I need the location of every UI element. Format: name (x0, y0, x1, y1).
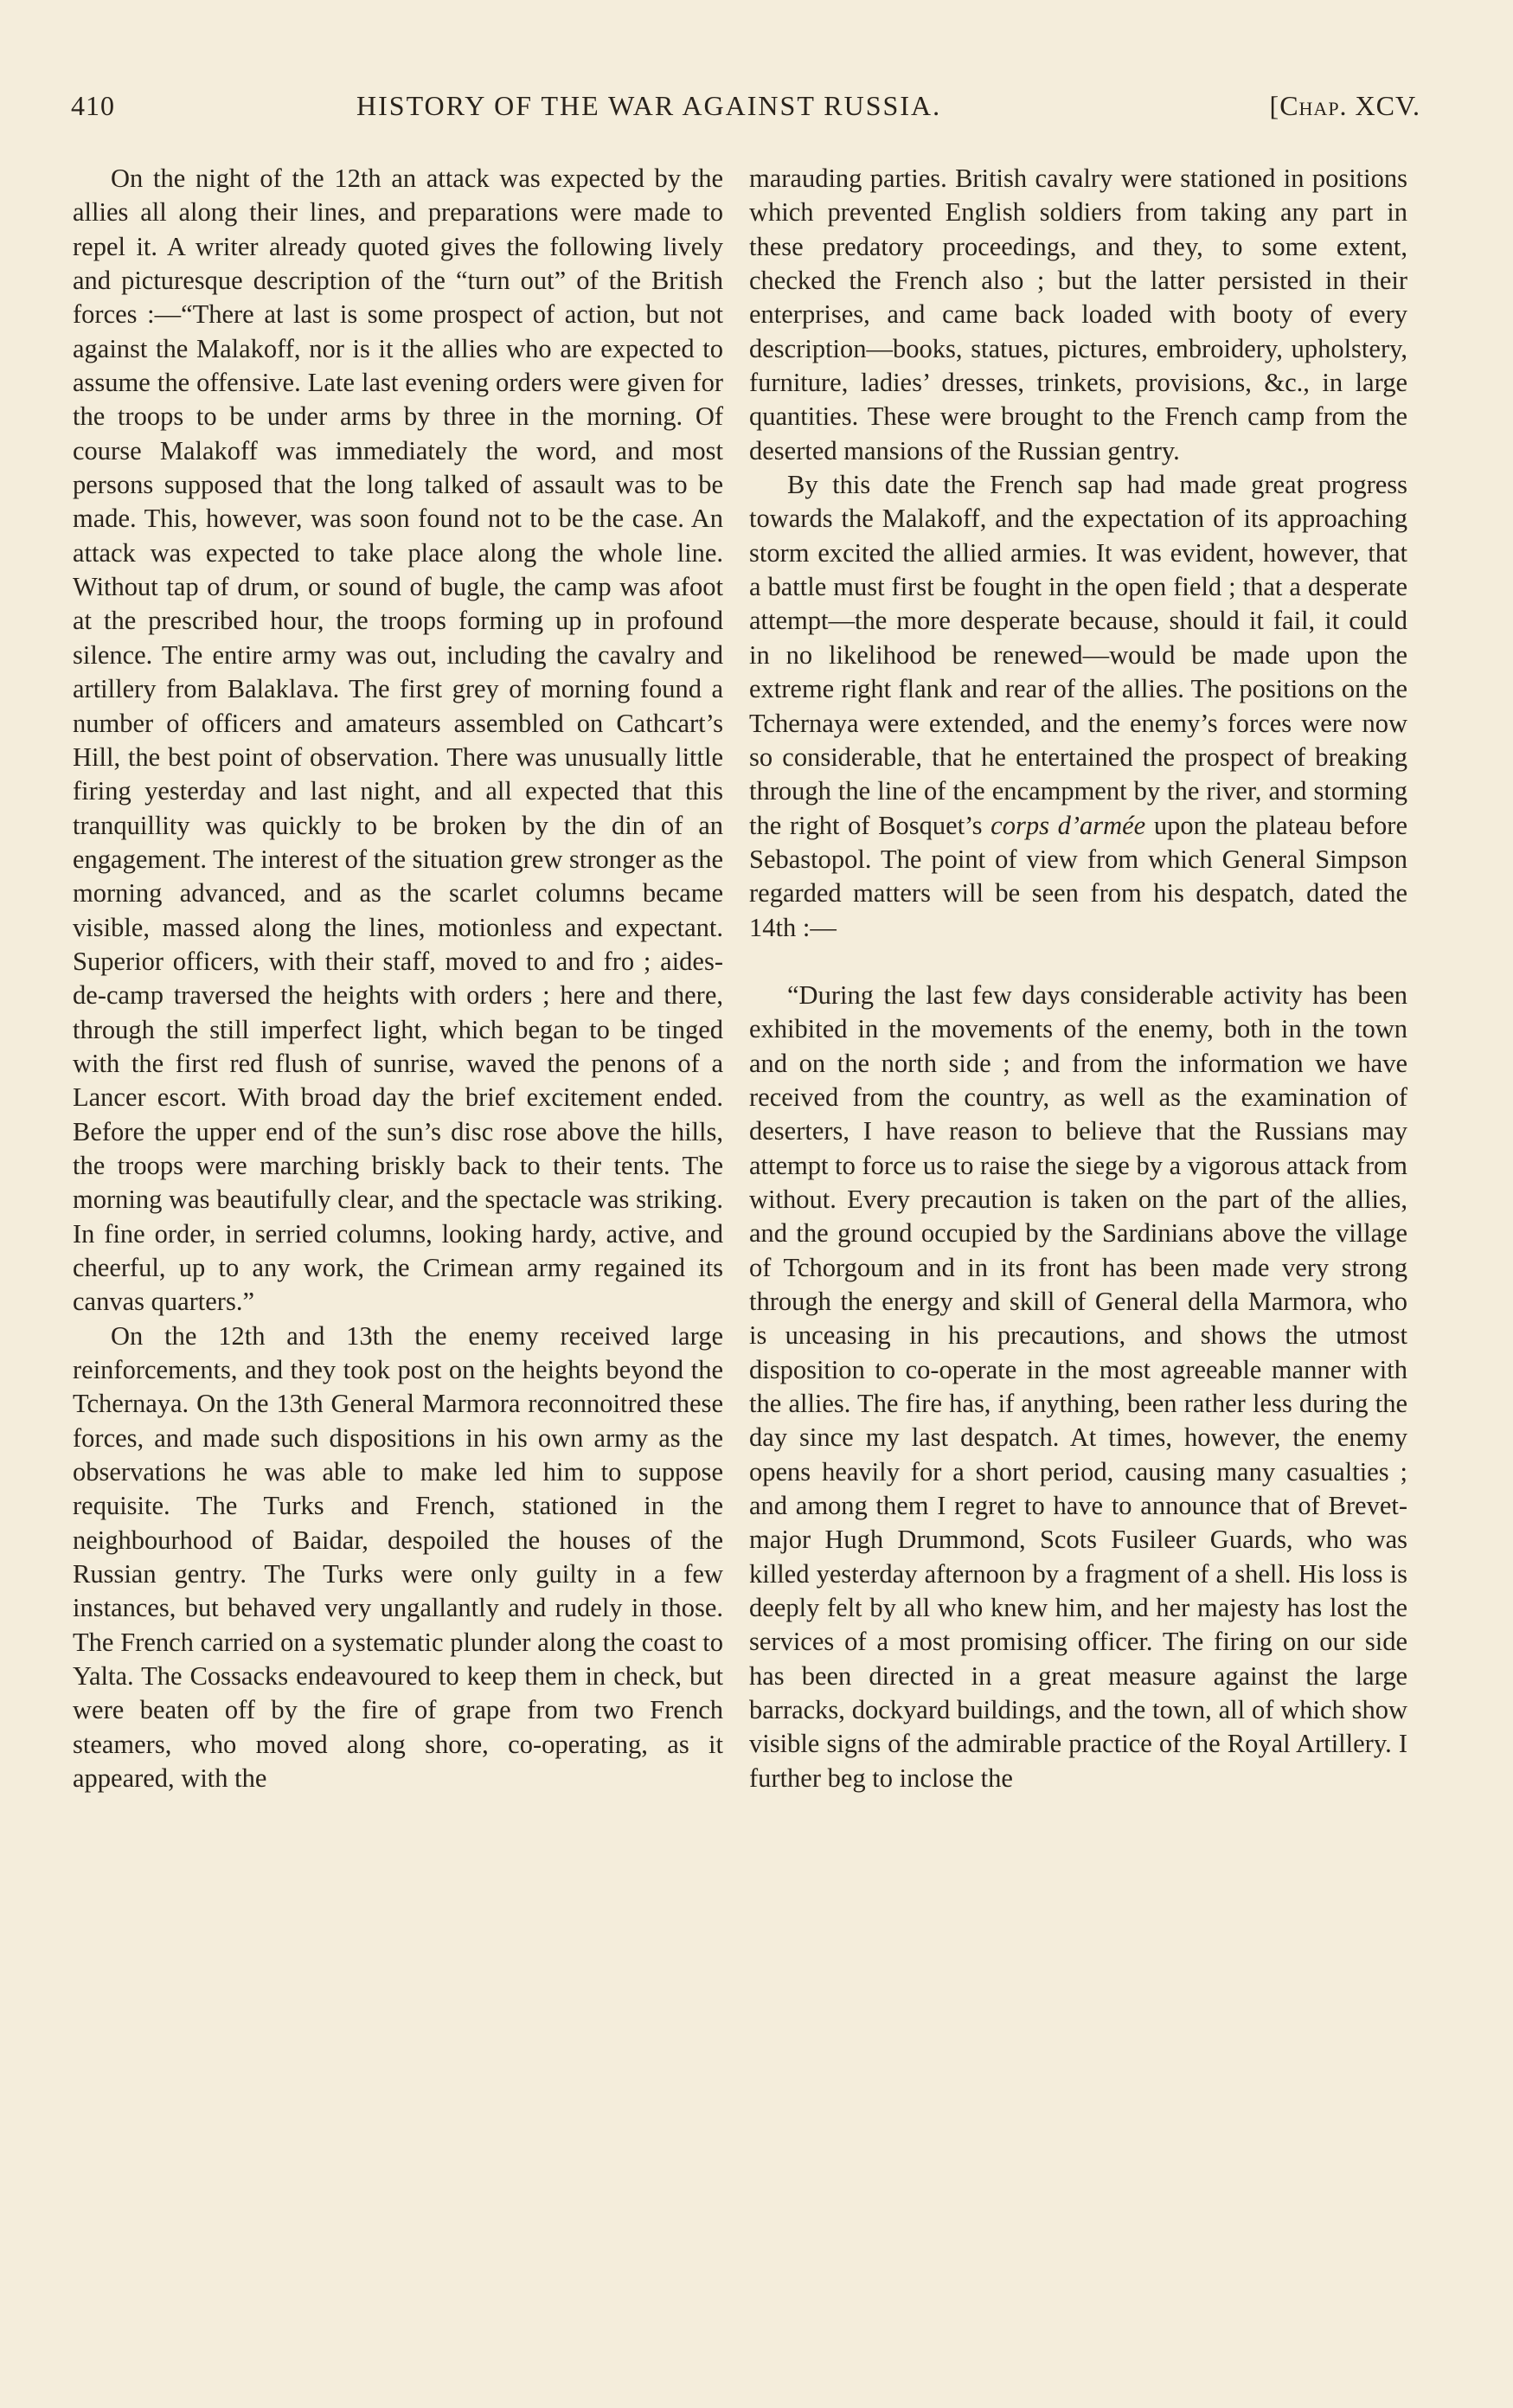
paragraph-turn-out-description: On the night of the 12th an attack was expected by the allies all along their lines, and preparations were made to repel it. A writer already quoted gives the following lively and picturesque description of the “turn out” of the British forces :—“There at last is some prospect of action, but not against the Malakoff, nor is it the allies who are expected to assume the offensive. Late last evening orders were given for the troops to be under arms by three in the morning. Of course Malakoff was immediately the word, and most persons supposed that the long talked of assault was to be made. This, however, was soon found not to be the case. An attack was expected to take place along the whole line. Without tap of drum, or sound of bugle, the camp was afoot at the prescribed hour, the troops forming up in profound silence. The entire army was out, including the cavalry and artillery from Balaklava. The first grey of morning found a number of officers and amateurs assembled on Cathcart’s Hill, the best point of observation. There was unusually little firing yesterday and last night, and all expected that this tranquillity was quickly to be broken by the din of an engagement. The interest of the situation grew stronger as the morning advanced, and as the scarlet columns became visible, massed along the lines, motionless and expectant. Superior officers, with their staff, moved to and fro ; aides-de-camp traversed the heights with orders ; here and there, through the still imperfect light, which began to be tinged with the first red flush of sunrise, waved the penons of a Lancer escort. With broad day the brief excitement ended. Before the upper end of the sun’s disc rose above the hills, the troops were marching briskly back to their tents. The morning was beautifully clear, and the spectacle was striking. In fine order, in serried columns, looking hardy, active, and cheerful, up to any work, the Crimean army regained its canvas quarters.” (73, 164, 723, 1317)
paragraph-french-sap-end: upon the plateau before Sebastopol. The point of view from which General Simpson regarded matters will be seen from his despatch, dated the 14th :— (749, 810, 1407, 942)
right-column (749, 162, 1407, 1795)
left-column (73, 162, 723, 1796)
corps-darmee-italic: corps d’armée (991, 810, 1146, 840)
paragraph-marauding-continued: marauding parties. British cavalry were stationed in positions which prevented English soldiers from taking any part in these predatory proceedings, and they, to some extent, checked the French also ; but the latter persisted in their enterprises, and came back loaded with booty of every description—books, statues, pictures, embroidery, upholstery, furniture, ladies’ dresses, trinkets, provisions, &c., in large quantities. These were brought to the French camp from the deserted mansions of the Russian gentry. (749, 164, 1407, 466)
chapter-reference: [Chap. XCV. (1269, 90, 1420, 121)
page-number: 410 (71, 90, 115, 121)
paragraph-reinforcements: On the 12th and 13th the enemy received large reinforcements, and they took post on the heights beyond the Tchernaya. On the 13th General Marmora reconnoitred these forces, and made such dispositions in his own army as the observations he was able to make led him to suppose requisite. The Turks and French, stationed in the neighbourhood of Baidar, despoiled the houses of the Russian gentry. The Turks were only guilty in a few instances, but behaved very ungallantly and rudely in those. The French carried on a systematic plunder along the coast to Yalta. The Cossacks endeavoured to keep them in check, but were beaten off by the fire of grape from two French steamers, who moved along shore, co-operating, as it appeared, with the (73, 1320, 723, 1794)
paragraph-french-sap (749, 468, 1407, 945)
book-title: HISTORY OF THE WAR AGAINST RUSSIA. (356, 90, 942, 121)
paragraph-simpson-despatch: “During the last few days considerable activity has been exhibited in the movements of the enemy, both in the town and on the north side ; and from the information we have received from the country, as well as the examination of deserters, I have reason to believe that the Russians may attempt to force us to raise the siege by a vigorous attack from without. Every precaution is taken on the part of the allies, and the ground occupied by the Sardinians above the village of Tchorgoum and in its front has been made very strong through the energy and skill of General della Marmora, who is unceasing in his precautions, and shows the utmost disposition to co-operate in the most agreeable manner with the allies. The fire has, if anything, been rather less during the day since my last despatch. At times, however, the enemy opens heavily for a short period, causing many casualties ; and among them I regret to have to announce that of Brevet-major Hugh Drummond, Scots Fusileer Guards, who was killed yesterday afternoon by a fragment of a shell. His loss is deeply felt by all who knew him, and her majesty has lost the services of a most promising officer. The firing on our side has been directed in a great measure against the large barracks, dockyard buildings, and the town, all of which show visible signs of the admirable practice of the Royal Artillery. I further beg to inclose the (749, 979, 1407, 1793)
running-head (71, 90, 1420, 133)
paragraph-french-sap-text: By this date the French sap had made great progress towards the Malakoff, and the expectation of its approaching storm excited the allied armies. It was evident, however, that a battle must first be fought in the open field ; that a desperate attempt—the more desperate because, should it fail, it could in no likelihood be renewed—would be made upon the extreme right flank and rear of the allies. The positions on the Tchernaya were extended, and the enemy’s forces were now so considerable, that he entertained the prospect of breaking through the line of the encampment by the river, and storming the right of Bosquet’s (749, 470, 1407, 840)
